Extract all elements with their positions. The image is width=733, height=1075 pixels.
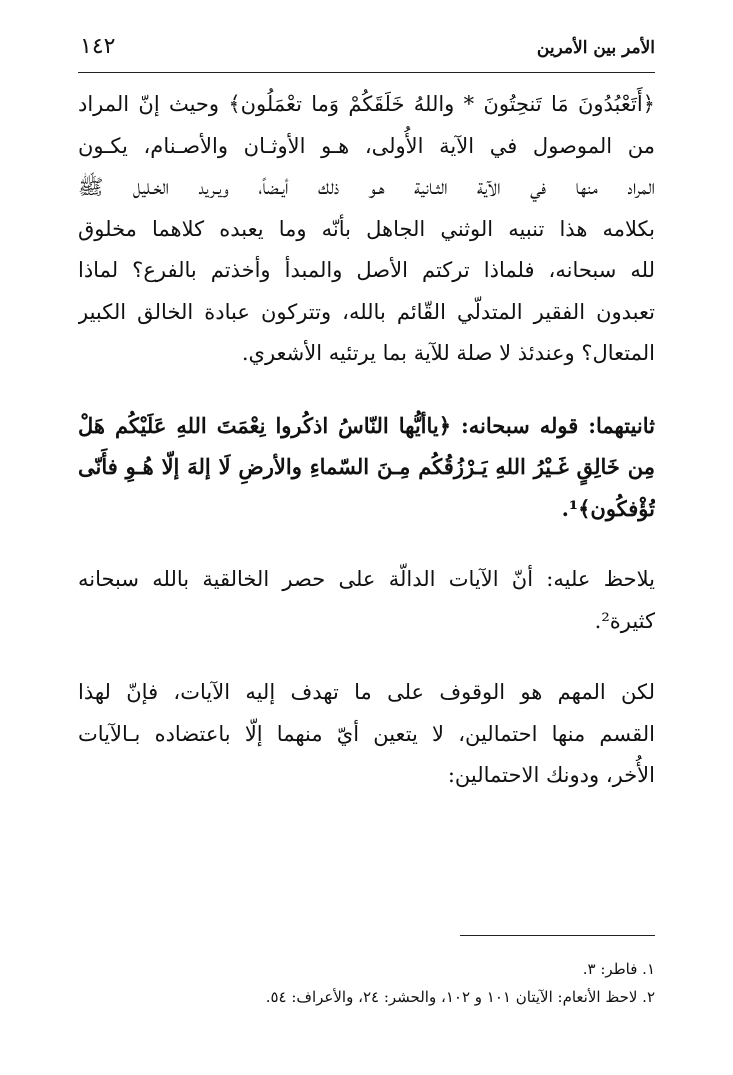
page-number: ١٤٢ xyxy=(80,34,116,59)
page-header xyxy=(78,34,655,64)
paragraph-4 xyxy=(78,672,655,797)
text-line: تعبدون الفقير المتدلّي القّائم بالله، وتتركون عبادة الخالق الكبير xyxy=(78,299,655,324)
text-line: ﴿أَتَعْبُدُونَ مَا تَنحِتُونَ * واللهُ خَلَقَكُمْ وَما تعْمَلُون﴾ وحيث إنّ المراد xyxy=(78,92,655,116)
text-line: الأُخر، ودونك الاحتمالين: xyxy=(447,763,655,787)
text-line: من الموصول في الآية الأُولى، هـو الأوثـان والأصـنام، يكـون xyxy=(78,133,655,158)
footnotes xyxy=(78,955,655,1011)
running-title: الأمر بين الأمرين xyxy=(536,38,655,58)
text-line: بكلامه هذا تنبيه الوثني الجاهل بأنّه وما يعبده كلاهما مخلوق xyxy=(78,216,655,241)
text-line: ثانيتهما: قوله سبحانه: ﴿ياأيُّها النّاسُ اذكُروا نِعْمَتَ اللهِ عَلَيْكُم هَلْ xyxy=(78,412,655,438)
footnote-rule xyxy=(460,935,655,936)
text-line: يلاحظ عليه: أنّ الآيات الدالّة على حصر الخالقية بالله سبحانه xyxy=(78,567,655,591)
text-line: القسم منها احتمالين، لا يتعين أيّ منهما إلّا باعتضاده بـالآيات xyxy=(78,721,655,746)
paragraph-2 xyxy=(78,405,655,530)
paragraph-1 xyxy=(78,84,655,375)
page-body xyxy=(78,84,655,797)
text-line: كثيرة². xyxy=(594,608,655,633)
footnote-1: ١. فاطر: ٣. xyxy=(582,960,655,978)
text-line: المراد منها في الآية الثـانية هـو ذلك أيـضاً، ويـريد الخـليل ﷺ xyxy=(78,175,655,199)
text-line: لكن المهم هو الوقوف على ما تهدف إليه الآيات، فإنّ لهذا xyxy=(78,680,655,704)
text-line: لله سبحانه، فلماذا تركتم الأصل والمبدأ وأخذتم بالفرع؟ لماذا xyxy=(78,258,655,282)
header-rule xyxy=(78,72,655,73)
footnote-2: ٢. لاحظ الأنعام: الآيتان ١٠١ و ١٠٢، والحشر: ٢٤، والأعراف: ٥٤. xyxy=(265,988,655,1006)
text-line: تُؤْفكُون﴾¹. xyxy=(561,495,655,521)
text-line: المتعال؟ وعندئذ لا صلة للآية بما يرتئيه الأشعري. xyxy=(241,341,655,365)
text-line: مِن خَالِقٍ غَـيْرُ اللهِ يَـرْزُقُكُم مِـنَ السّماءِ والأرضِ لَا إلهَ إلّا هُـوِ فأَنّى xyxy=(78,454,655,479)
paragraph-3 xyxy=(78,559,655,642)
